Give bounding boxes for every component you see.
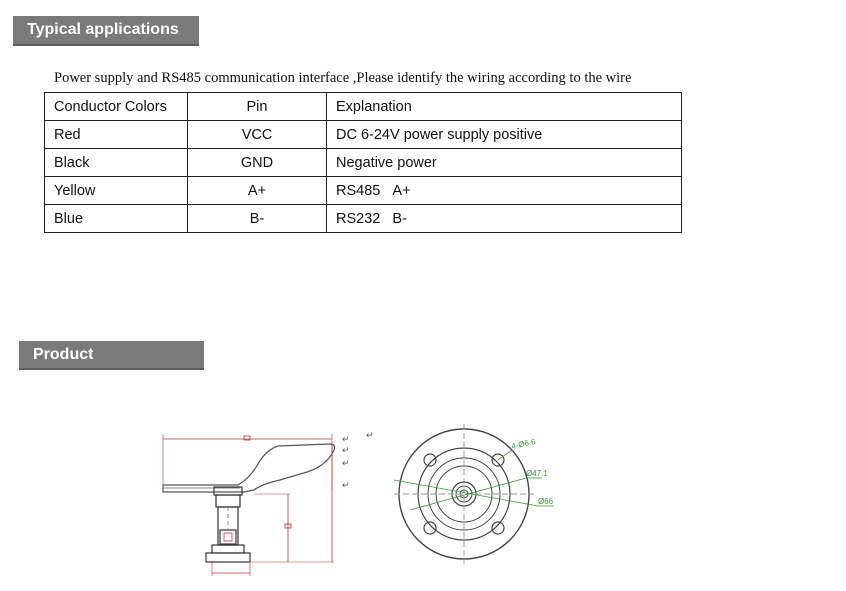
- svg-text:↵: ↵: [342, 434, 350, 444]
- dimension-label-outer: Ø66: [538, 497, 554, 506]
- column-header: Conductor Colors: [45, 93, 188, 121]
- table-cell: DC 6-24V power supply positive: [327, 121, 682, 149]
- product-dimension-drawing: [150, 420, 590, 585]
- table-cell: Red: [45, 121, 188, 149]
- table-cell: B-: [188, 205, 327, 233]
- svg-text:↵: ↵: [366, 430, 374, 440]
- table-cell: A+: [188, 177, 327, 205]
- table-cell: VCC: [188, 121, 327, 149]
- table-cell: GND: [188, 149, 327, 177]
- svg-text:↵: ↵: [342, 445, 350, 455]
- table-cell: RS232 B-: [327, 205, 682, 233]
- table-header-row: [45, 93, 682, 121]
- table-cell: Black: [45, 149, 188, 177]
- dimension-label-inner: Ø47.1: [526, 469, 548, 478]
- table-row: [45, 177, 682, 205]
- wiring-table: [44, 92, 682, 233]
- side-view-drawing: [163, 430, 374, 576]
- table-row: [45, 121, 682, 149]
- section-header-product-dimensions: Product Dimensions: [19, 341, 204, 370]
- column-header: Pin: [188, 93, 327, 121]
- table-cell: Yellow: [45, 177, 188, 205]
- wiring-intro-text: Power supply and RS485 communication interface ,Please identify the wiring according to the wire: [54, 70, 632, 86]
- table-cell: Blue: [45, 205, 188, 233]
- svg-text:↵: ↵: [342, 458, 350, 468]
- table-cell: RS485 A+: [327, 177, 682, 205]
- column-header: Explanation: [327, 93, 682, 121]
- section-header-typical-applications: Typical applications: [13, 16, 199, 46]
- dimension-label-holes: 4-Ø6.6: [510, 437, 537, 451]
- table-row: [45, 149, 682, 177]
- table-cell: Negative power: [327, 149, 682, 177]
- svg-text:↵: ↵: [342, 480, 350, 490]
- table-row: [45, 205, 682, 233]
